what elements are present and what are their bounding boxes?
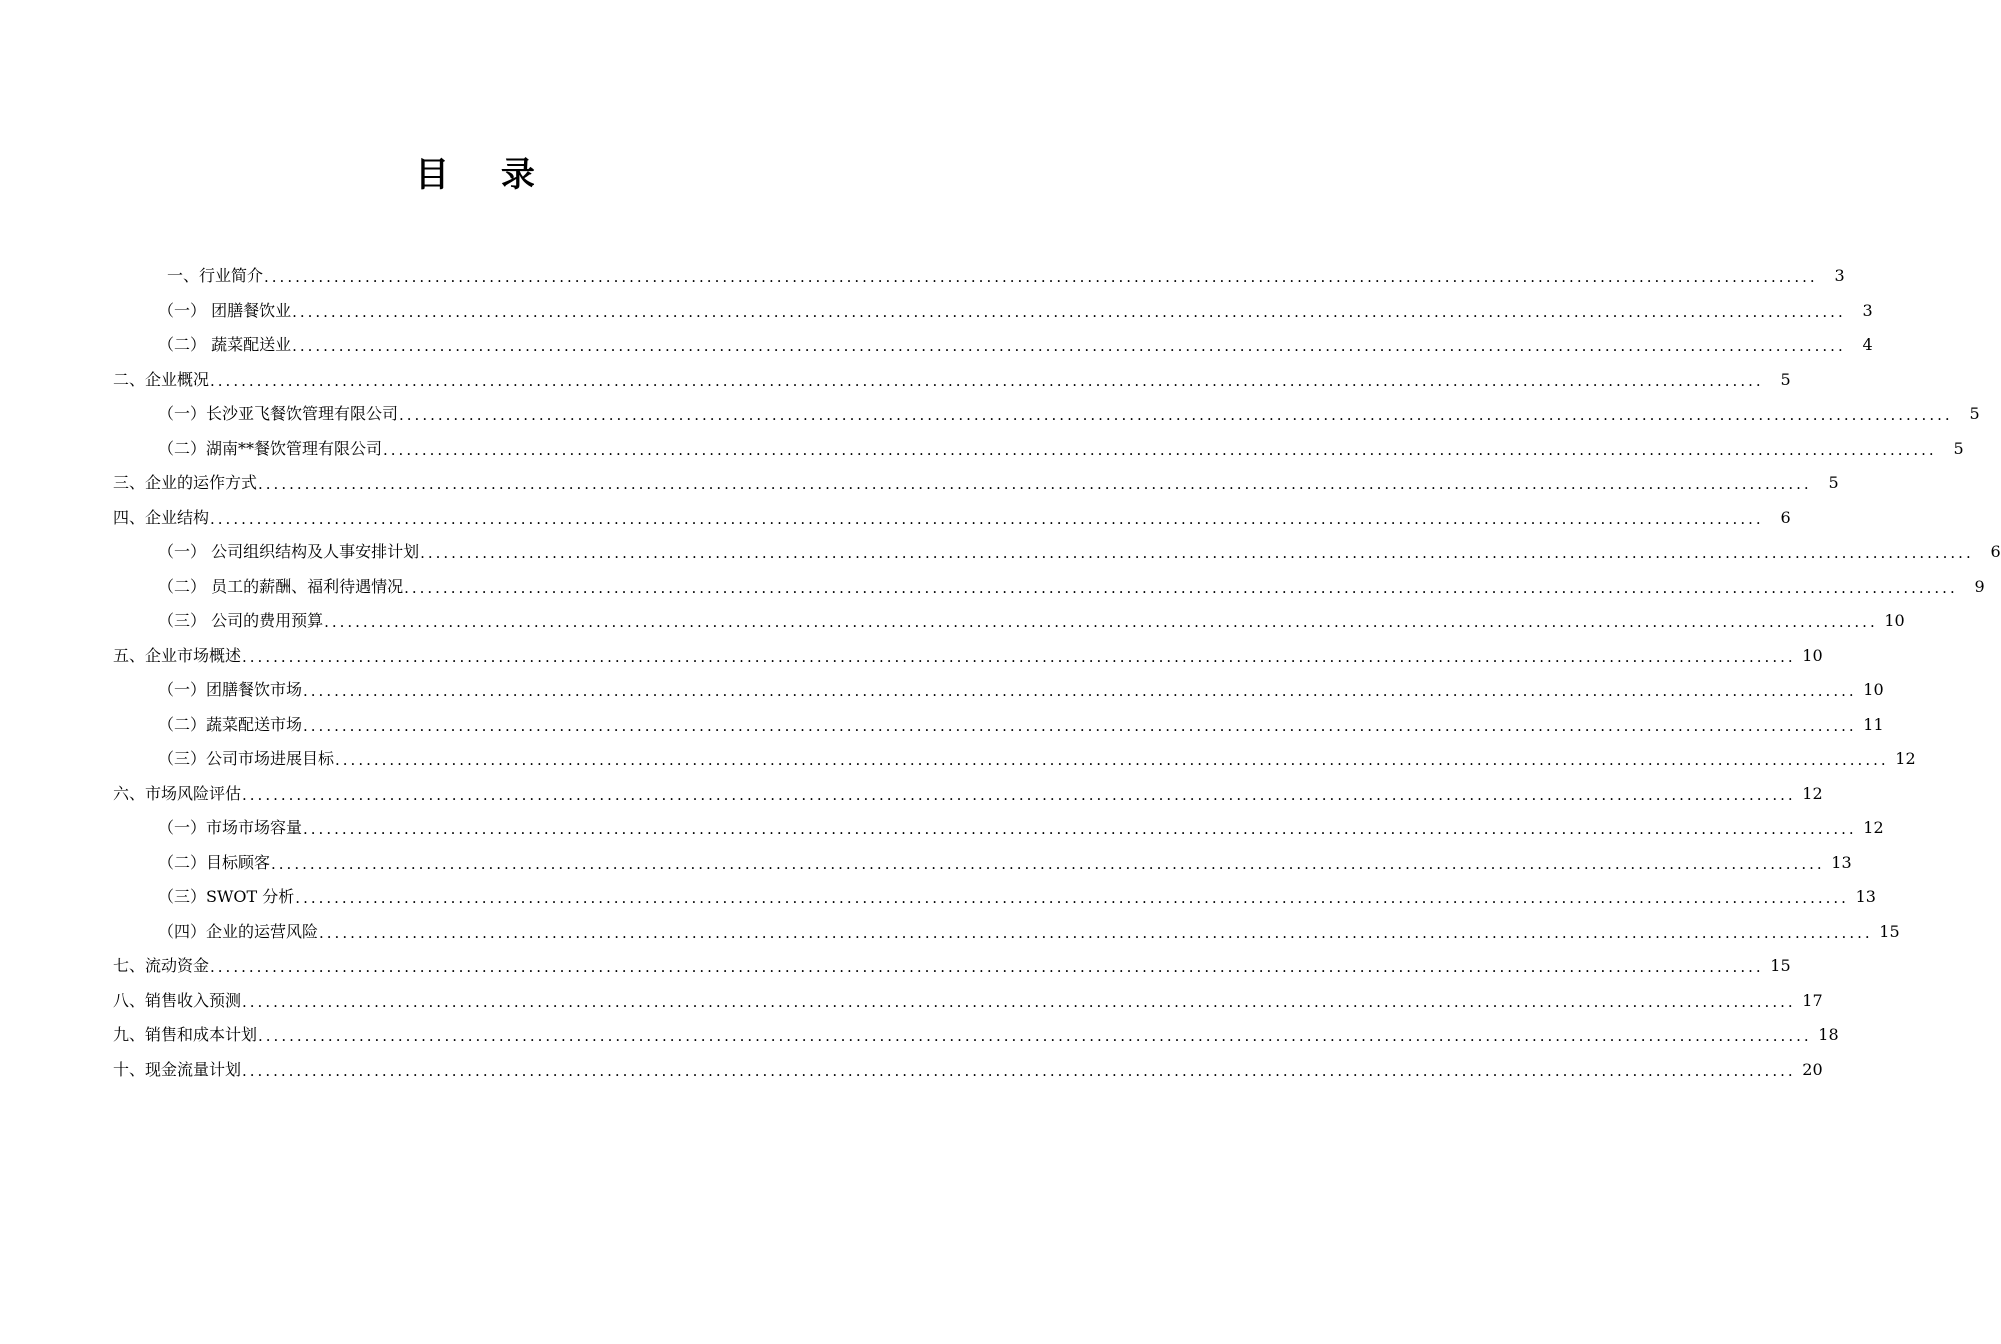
toc-dot-leader: ........................................................................................................................................................................................................ bbox=[292, 302, 1846, 321]
toc-entry-title: 一、行业简介 bbox=[167, 266, 264, 286]
toc-page-number: 11 bbox=[1863, 714, 1884, 734]
toc-page-number: 13 bbox=[1855, 887, 1876, 907]
toc-entry-title: 四、企业结构 bbox=[113, 507, 210, 527]
toc-entry-title: （二）湖南**餐饮管理有限公司 bbox=[158, 438, 383, 458]
toc-entry[interactable] bbox=[0, 1053, 1823, 1088]
page-title: 目 录 bbox=[415, 155, 555, 195]
toc-entry[interactable] bbox=[0, 294, 1873, 329]
toc-dot-leader: ........................................................................................................................................................................................................ bbox=[242, 1061, 1796, 1080]
toc-entry-title: 三、企业的运作方式 bbox=[113, 473, 258, 493]
toc-entry-title: （一）长沙亚飞餐饮管理有限公司 bbox=[158, 404, 399, 424]
toc-entry-title: （一） 团膳餐饮业 bbox=[158, 300, 292, 320]
toc-entry-title: 六、市场风险评估 bbox=[113, 783, 242, 803]
toc-entry-title: 九、销售和成本计划 bbox=[113, 1025, 258, 1045]
toc-dot-leader: ........................................................................................................................................................................................................ bbox=[420, 544, 1974, 563]
toc-page-number: 20 bbox=[1802, 1059, 1823, 1079]
toc-entry[interactable] bbox=[0, 1018, 1839, 1053]
toc-page-number: 18 bbox=[1818, 1025, 1839, 1045]
toc-entry-title: （一） 公司组织结构及人事安排计划 bbox=[158, 542, 420, 562]
toc-dot-leader: ........................................................................................................................................................................................................ bbox=[303, 682, 1857, 701]
toc-entry-title: （三） 公司的费用预算 bbox=[158, 611, 324, 631]
toc-entry[interactable] bbox=[0, 363, 1791, 398]
toc-entry[interactable] bbox=[0, 811, 1884, 846]
toc-dot-leader: ........................................................................................................................................................................................................ bbox=[264, 268, 1818, 287]
toc-page-number: 3 bbox=[1834, 266, 1845, 286]
toc-entry[interactable] bbox=[0, 259, 1845, 294]
toc-entry-title: （三）公司市场进展目标 bbox=[158, 749, 335, 769]
toc-page-number: 3 bbox=[1862, 300, 1873, 320]
toc-entry[interactable] bbox=[0, 915, 1900, 950]
toc-entry-title: （二） 蔬菜配送业 bbox=[158, 335, 292, 355]
toc-dot-leader: ........................................................................................................................................................................................................ bbox=[210, 509, 1764, 528]
toc-page-number: 9 bbox=[1974, 576, 1985, 596]
toc-entry-title: 八、销售收入预测 bbox=[113, 990, 242, 1010]
toc-dot-leader: ........................................................................................................................................................................................................ bbox=[258, 475, 1812, 494]
toc-page-number: 10 bbox=[1863, 680, 1884, 700]
toc-page-number: 17 bbox=[1802, 990, 1823, 1010]
toc-dot-leader: ........................................................................................................................................................................................................ bbox=[242, 785, 1796, 804]
toc-dot-leader: ........................................................................................................................................................................................................ bbox=[303, 820, 1857, 839]
toc-dot-leader: ........................................................................................................................................................................................................ bbox=[210, 371, 1764, 390]
toc-dot-leader: ........................................................................................................................................................................................................ bbox=[335, 751, 1889, 770]
toc-entry[interactable] bbox=[0, 742, 1916, 777]
toc-dot-leader: ........................................................................................................................................................................................................ bbox=[242, 647, 1796, 666]
toc-page-number: 10 bbox=[1802, 645, 1823, 665]
toc-entry[interactable] bbox=[0, 466, 1839, 501]
toc-entry[interactable] bbox=[0, 846, 1852, 881]
toc-dot-leader: ........................................................................................................................................................................................................ bbox=[271, 854, 1825, 873]
toc-entry[interactable] bbox=[0, 673, 1884, 708]
toc-page-number: 12 bbox=[1802, 783, 1823, 803]
toc-entry-title: 七、流动资金 bbox=[113, 956, 210, 976]
toc-entry-title: （三）SWOT 分析 bbox=[158, 887, 295, 907]
toc-entry[interactable] bbox=[0, 949, 1791, 984]
toc-dot-leader: ........................................................................................................................................................................................................ bbox=[404, 578, 1958, 597]
toc-page-number: 10 bbox=[1884, 611, 1905, 631]
toc-dot-leader: ........................................................................................................................................................................................................ bbox=[399, 406, 1953, 425]
toc-entry-title: （二）蔬菜配送市场 bbox=[158, 714, 303, 734]
toc-entry-title: （一）市场市场容量 bbox=[158, 818, 303, 838]
toc-dot-leader: ........................................................................................................................................................................................................ bbox=[242, 992, 1796, 1011]
toc-page-number: 15 bbox=[1879, 921, 1900, 941]
toc-dot-leader: ........................................................................................................................................................................................................ bbox=[258, 1027, 1812, 1046]
toc-page-number: 15 bbox=[1770, 956, 1791, 976]
toc-page-number: 6 bbox=[1990, 542, 2001, 562]
toc-entry[interactable] bbox=[0, 639, 1823, 674]
toc-entry[interactable] bbox=[0, 397, 1980, 432]
toc-entry[interactable] bbox=[0, 604, 1905, 639]
table-of-contents bbox=[0, 259, 2001, 1087]
toc-dot-leader: ........................................................................................................................................................................................................ bbox=[210, 958, 1764, 977]
toc-page-number: 12 bbox=[1863, 818, 1884, 838]
toc-dot-leader: ........................................................................................................................................................................................................ bbox=[324, 613, 1878, 632]
toc-page-number: 13 bbox=[1831, 852, 1852, 872]
toc-entry-title: 十、现金流量计划 bbox=[113, 1059, 242, 1079]
toc-dot-leader: ........................................................................................................................................................................................................ bbox=[319, 923, 1873, 942]
toc-dot-leader: ........................................................................................................................................................................................................ bbox=[303, 716, 1857, 735]
toc-entry[interactable] bbox=[0, 570, 1985, 605]
toc-page-number: 4 bbox=[1862, 335, 1873, 355]
toc-entry[interactable] bbox=[0, 535, 2001, 570]
toc-entry-title: （二）目标顾客 bbox=[158, 852, 271, 872]
toc-entry-title: 五、企业市场概述 bbox=[113, 645, 242, 665]
toc-dot-leader: ........................................................................................................................................................................................................ bbox=[383, 440, 1937, 459]
toc-entry[interactable] bbox=[0, 328, 1873, 363]
toc-page-number: 5 bbox=[1969, 404, 1980, 424]
toc-page-number: 5 bbox=[1780, 369, 1791, 389]
toc-entry[interactable] bbox=[0, 880, 1876, 915]
toc-page-number: 5 bbox=[1828, 473, 1839, 493]
toc-entry-title: 二、企业概况 bbox=[113, 369, 210, 389]
toc-page-number: 12 bbox=[1895, 749, 1916, 769]
toc-entry[interactable] bbox=[0, 777, 1823, 812]
toc-dot-leader: ........................................................................................................................................................................................................ bbox=[295, 889, 1849, 908]
toc-entry[interactable] bbox=[0, 984, 1823, 1019]
toc-dot-leader: ........................................................................................................................................................................................................ bbox=[292, 337, 1846, 356]
toc-entry-title: （四）企业的运营风险 bbox=[158, 921, 319, 941]
toc-entry-title: （一）团膳餐饮市场 bbox=[158, 680, 303, 700]
toc-entry[interactable] bbox=[0, 501, 1791, 536]
toc-page-number: 5 bbox=[1953, 438, 1964, 458]
toc-page-number: 6 bbox=[1780, 507, 1791, 527]
toc-entry[interactable] bbox=[0, 432, 1964, 467]
toc-entry-title: （二） 员工的薪酬、福利待遇情况 bbox=[158, 576, 404, 596]
toc-entry[interactable] bbox=[0, 708, 1884, 743]
